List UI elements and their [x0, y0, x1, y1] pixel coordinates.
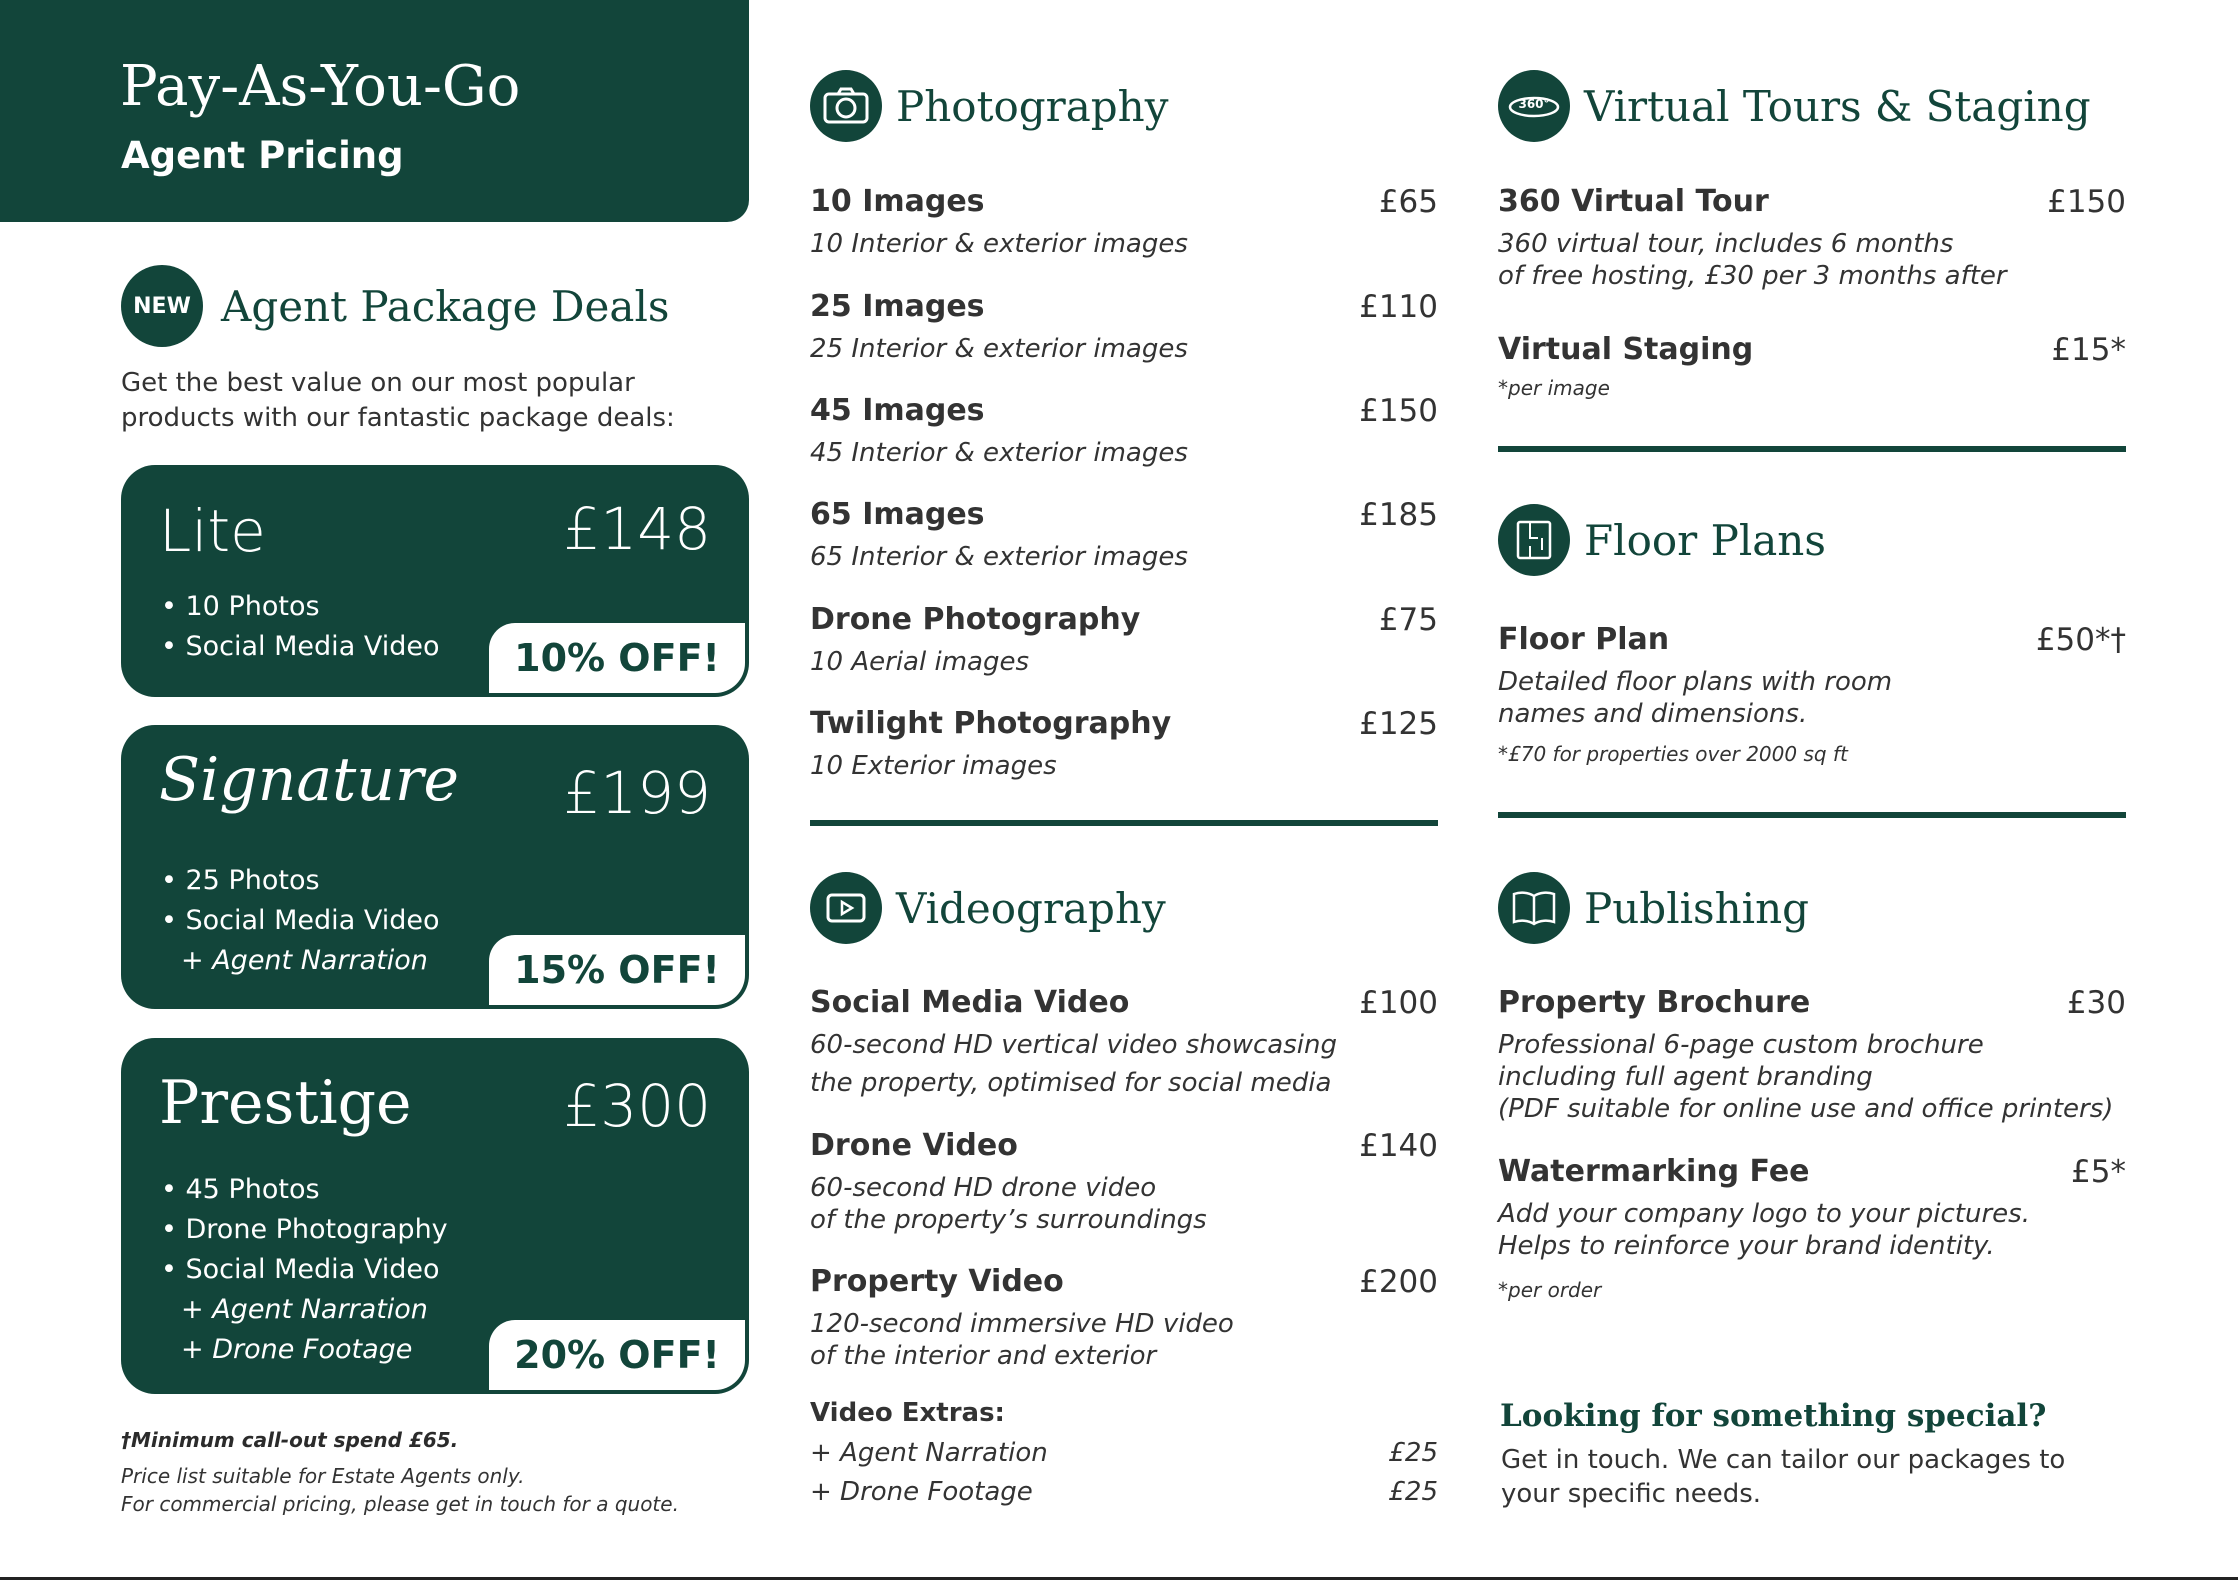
- item-description: names and dimensions.: [1498, 699, 1808, 729]
- price-item: [1498, 332, 2126, 412]
- item-name: Virtual Staging: [1498, 332, 1754, 367]
- item-description: 60-second HD vertical video showcasing: [810, 1030, 1337, 1060]
- package-features: [161, 1170, 448, 1370]
- feature-item: • 10 Photos: [161, 591, 320, 622]
- item-price: £15*: [2051, 332, 2126, 368]
- footnote-line: Price list suitable for Estate Agents only.: [121, 1464, 525, 1488]
- package-price: £300: [563, 1072, 711, 1140]
- package-deals-title: Agent Package Deals: [221, 281, 670, 331]
- feature-item: + Agent Narration: [181, 945, 428, 976]
- price-item: [810, 497, 1438, 577]
- package-features: [161, 861, 439, 981]
- item-description: 120-second immersive HD video: [810, 1309, 1234, 1339]
- section-divider: [810, 820, 1438, 826]
- intro-line: products with our fantastic package deals:: [121, 403, 675, 433]
- item-name: 65 Images: [810, 497, 985, 532]
- item-price: £110: [1359, 289, 1438, 325]
- package-deals-intro: [121, 366, 741, 436]
- page-title: Pay-As-You-Go: [120, 54, 521, 119]
- price-item: [1498, 1154, 2126, 1304]
- item-price: £65: [1378, 184, 1438, 220]
- price-item: [1498, 622, 2126, 772]
- item-name: Drone Video: [810, 1128, 1018, 1163]
- item-price: £125: [1359, 706, 1438, 742]
- price-item: [1498, 985, 2126, 1135]
- feature-item: + Drone Footage: [181, 1334, 413, 1365]
- item-name: Floor Plan: [1498, 622, 1670, 657]
- item-description: including full agent branding: [1498, 1062, 1873, 1092]
- package-features: [161, 587, 439, 667]
- videography-heading: [810, 872, 1166, 944]
- pricing-footnote: [121, 1462, 679, 1518]
- special-line: your specific needs.: [1501, 1479, 1762, 1509]
- extra-price: £25: [1388, 1477, 1438, 1507]
- package-card-signature[interactable]: [121, 725, 749, 1009]
- publishing-heading: [1498, 872, 1809, 944]
- special-request-title: Looking for something special?: [1500, 1398, 2047, 1434]
- item-note: *£70 for properties over 2000 sq ft: [1498, 742, 1848, 766]
- item-description: of the interior and exterior: [810, 1341, 1157, 1371]
- item-description: Professional 6-page custom brochure: [1498, 1030, 1984, 1060]
- extra-price: £25: [1388, 1438, 1438, 1468]
- virtual-tours-heading: [1498, 70, 2091, 142]
- 360-view-icon: [1498, 70, 1570, 142]
- videography-title: Videography: [896, 883, 1166, 933]
- item-name: 360 Virtual Tour: [1498, 184, 1769, 219]
- item-description: Add your company logo to your pictures.: [1498, 1199, 2030, 1229]
- package-name: Lite: [159, 497, 266, 565]
- item-description: (PDF suitable for online use and office printers): [1498, 1094, 2114, 1124]
- item-name: 25 Images: [810, 289, 985, 324]
- item-price: £100: [1359, 985, 1438, 1021]
- item-description: 10 Aerial images: [810, 647, 1029, 677]
- video-extra-item: [810, 1477, 1438, 1507]
- price-item: [1498, 184, 2126, 294]
- new-badge: NEW: [121, 265, 203, 347]
- video-play-icon: [810, 872, 882, 944]
- feature-item: • Social Media Video: [161, 905, 440, 936]
- item-price: £5*: [2071, 1154, 2126, 1190]
- item-description: Helps to reinforce your brand identity.: [1498, 1231, 1995, 1261]
- price-item: [810, 1264, 1438, 1384]
- item-description: 45 Interior & exterior images: [810, 438, 1188, 468]
- feature-item: • 25 Photos: [161, 865, 320, 896]
- photography-title: Photography: [896, 81, 1169, 131]
- item-description: of the property’s surroundings: [810, 1205, 1207, 1235]
- special-request-text: [1501, 1443, 2141, 1511]
- item-description: 25 Interior & exterior images: [810, 334, 1188, 364]
- price-item: [810, 289, 1438, 369]
- floor-plans-title: Floor Plans: [1584, 515, 1826, 565]
- discount-tab: 15% OFF!: [489, 935, 745, 1005]
- price-item: [810, 393, 1438, 473]
- extra-name: + Agent Narration: [810, 1438, 1048, 1468]
- item-price: £30: [2066, 985, 2126, 1021]
- item-name: Property Brochure: [1498, 985, 1811, 1020]
- floor-plan-icon: [1498, 504, 1570, 576]
- virtual-tours-title: Virtual Tours & Staging: [1584, 81, 2091, 131]
- package-name: Signature: [159, 745, 460, 815]
- extra-name: + Drone Footage: [810, 1477, 1033, 1507]
- photography-heading: [810, 70, 1168, 142]
- price-item: [810, 706, 1438, 786]
- feature-item: + Agent Narration: [181, 1294, 428, 1325]
- feature-item: • 45 Photos: [161, 1174, 320, 1205]
- intro-line: Get the best value on our most popular: [121, 368, 635, 398]
- floor-plans-heading: [1498, 504, 1826, 576]
- item-name: Drone Photography: [810, 602, 1141, 637]
- package-deals-heading: [121, 265, 669, 347]
- item-price: £140: [1359, 1128, 1438, 1164]
- open-book-icon: [1498, 872, 1570, 944]
- item-description: the property, optimised for social media: [810, 1068, 1332, 1098]
- package-name: Prestige: [159, 1068, 412, 1138]
- video-extras-heading: Video Extras:: [810, 1398, 1005, 1428]
- price-item: [810, 985, 1438, 1105]
- camera-icon: [810, 70, 882, 142]
- header-banner: [0, 0, 749, 222]
- item-description: 10 Exterior images: [810, 751, 1057, 781]
- item-note: *per image: [1498, 376, 1610, 400]
- item-price: £50*†: [2035, 622, 2126, 658]
- price-item: [810, 184, 1438, 264]
- item-price: £150: [2047, 184, 2126, 220]
- item-name: Twilight Photography: [810, 706, 1172, 741]
- special-line: Get in touch. We can tailor our packages to: [1501, 1445, 2066, 1475]
- feature-item: • Drone Photography: [161, 1214, 448, 1245]
- item-description: 65 Interior & exterior images: [810, 542, 1188, 572]
- svg-text:360°: 360°: [1518, 97, 1550, 111]
- price-item: [810, 1128, 1438, 1248]
- item-note: *per order: [1498, 1278, 1602, 1302]
- item-name: 10 Images: [810, 184, 985, 219]
- package-price: £199: [563, 759, 711, 827]
- item-name: Property Video: [810, 1264, 1064, 1299]
- section-divider: [1498, 446, 2126, 452]
- item-name: 45 Images: [810, 393, 985, 428]
- section-divider: [1498, 812, 2126, 818]
- package-price: £148: [563, 495, 711, 563]
- item-price: £150: [1359, 393, 1438, 429]
- package-card-prestige[interactable]: [121, 1038, 749, 1394]
- callout-footnote: †Minimum call-out spend £65.: [121, 1428, 459, 1452]
- item-description: 360 virtual tour, includes 6 months: [1498, 229, 1954, 259]
- video-extra-item: [810, 1438, 1438, 1468]
- discount-tab: 10% OFF!: [489, 623, 745, 693]
- page-subtitle: Agent Pricing: [121, 134, 404, 177]
- price-item: [810, 602, 1438, 682]
- package-card-lite[interactable]: [121, 465, 749, 697]
- item-description: 60-second HD drone video: [810, 1173, 1157, 1203]
- item-price: £185: [1359, 497, 1438, 533]
- item-description: 10 Interior & exterior images: [810, 229, 1188, 259]
- item-name: Watermarking Fee: [1498, 1154, 1810, 1189]
- publishing-title: Publishing: [1584, 883, 1810, 933]
- item-price: £200: [1359, 1264, 1438, 1300]
- item-price: £75: [1378, 602, 1438, 638]
- feature-item: • Social Media Video: [161, 631, 440, 662]
- footnote-line: For commercial pricing, please get in touch for a quote.: [121, 1492, 679, 1516]
- item-description: of free hosting, £30 per 3 months after: [1498, 261, 2007, 291]
- discount-tab: 20% OFF!: [489, 1320, 745, 1390]
- item-name: Social Media Video: [810, 985, 1130, 1020]
- feature-item: • Social Media Video: [161, 1254, 440, 1285]
- item-description: Detailed floor plans with room: [1498, 667, 1893, 697]
